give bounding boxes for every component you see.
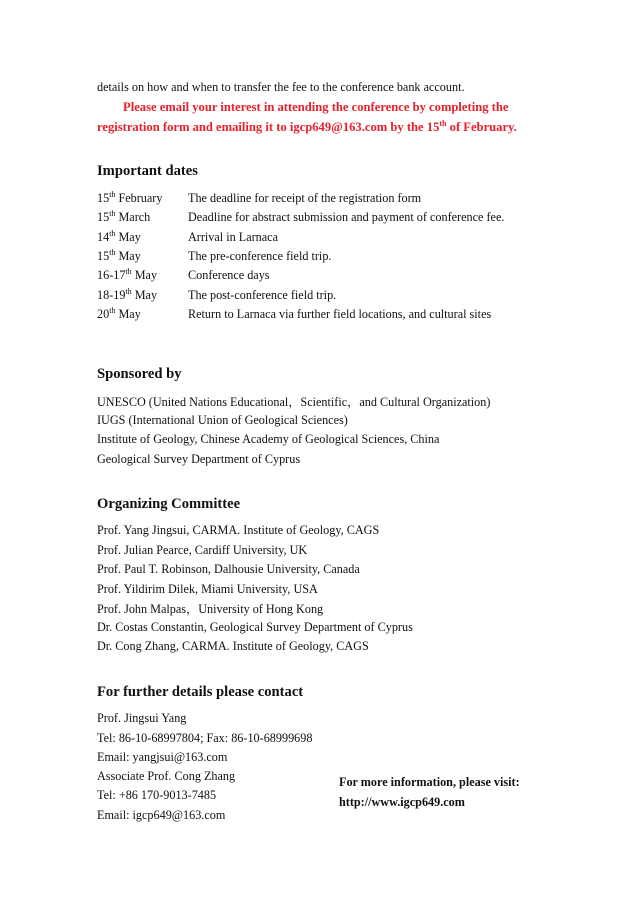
date-month: March [115,210,151,225]
date-event: The post-conference field trip. [188,287,337,302]
sponsor-item: Institute of Geology, Chinese Academy of Geological Sciences, China [97,432,440,446]
date-event: Conference days [188,268,270,283]
date-label [97,230,141,245]
date-label [97,191,162,206]
date-event: Arrival in Larnaca [188,229,279,244]
date-month: May [115,248,141,263]
sponsor-item: IUGS (International Union of Geological Sciences) [97,413,348,427]
date-label [97,210,150,225]
date-event: Deadline for abstract submission and payment of conference fee. [188,210,505,225]
date-label [97,307,141,322]
date-month: May [115,306,141,321]
date-label [97,288,157,303]
contact-line: Tel: +86 170-9013-7485 [97,788,217,802]
date-month: May [115,229,141,244]
email-notice-line-1: Please email your interest in attending the conference by completing the [123,100,509,114]
organizing-committee-heading: Organizing Committee [97,496,241,512]
contact-line: Prof. Jingsui Yang [97,711,187,725]
date-month: February [115,191,163,205]
ordinal-suffix: th [109,228,116,238]
committee-member: Prof. John Malpas，University of Hong Kong [97,602,324,616]
email-notice-line-2 [97,118,517,136]
email-notice-end: of February. [446,120,517,134]
important-dates-heading: Important dates [97,163,198,179]
committee-member: Prof. Paul T. Robinson, Dalhousie University, Canada [97,562,360,576]
contact-line: Email: yangjsui@163.com [97,750,228,764]
date-month: May [131,287,158,302]
date-day: 16-17 [97,268,126,283]
committee-member: Prof. Julian Pearce, Cardiff University, UK [97,543,308,557]
ordinal-suffix: th [109,189,116,199]
date-event: The deadline for receipt of the registration form [188,191,422,205]
committee-member: Prof. Yildirim Dilek, Miami University, USA [97,582,318,596]
committee-member: Dr. Cong Zhang, CARMA. Institute of Geology, CAGS [97,639,369,653]
ordinal-suffix: th [109,209,116,219]
sponsored-by-heading: Sponsored by [97,366,182,382]
website-link[interactable]: http://www.igcp649.com [339,795,465,809]
contact-heading: For further details please contact [97,684,304,700]
contact-line: Email: igcp649@163.com [97,808,226,822]
more-info-label: For more information, please visit: [339,775,520,789]
intro-text: details on how and when to transfer the fee to the conference bank account. [97,80,465,94]
date-label [97,268,157,283]
date-event: Return to Larnaca via further field locations, and cultural sites [188,306,492,321]
sponsor-item: Geological Survey Department of Cyprus [97,452,301,466]
date-day: 18-19 [97,287,126,302]
date-event: The pre-conference field trip. [188,248,332,263]
committee-member: Dr. Costas Constantin, Geological Survey Department of Cyprus [97,620,413,634]
contact-line: Associate Prof. Cong Zhang [97,769,236,783]
ordinal-suffix: th [125,267,132,277]
date-day: 15 [97,210,110,225]
date-month: May [131,268,158,283]
date-day: 20 [97,306,110,321]
sponsor-item: UNESCO (United Nations Educational，Scientific，and Cultural Organization) [97,395,491,409]
email-notice-text: registration form and emailing it to igcp649@163.com by the 15 [97,120,440,134]
date-day: 15 [97,248,110,263]
ordinal-suffix: th [109,305,116,315]
contact-line: Tel: 86-10-68997804; Fax: 86-10-68999698 [97,731,313,745]
ordinal-suffix: th [439,118,447,128]
committee-member: Prof. Yang Jingsui, CARMA. Institute of Geology, CAGS [97,523,380,537]
date-label [97,249,141,264]
ordinal-suffix: th [125,286,132,296]
date-day: 14 [97,229,110,244]
date-day: 15 [97,191,110,205]
ordinal-suffix: th [109,247,116,257]
